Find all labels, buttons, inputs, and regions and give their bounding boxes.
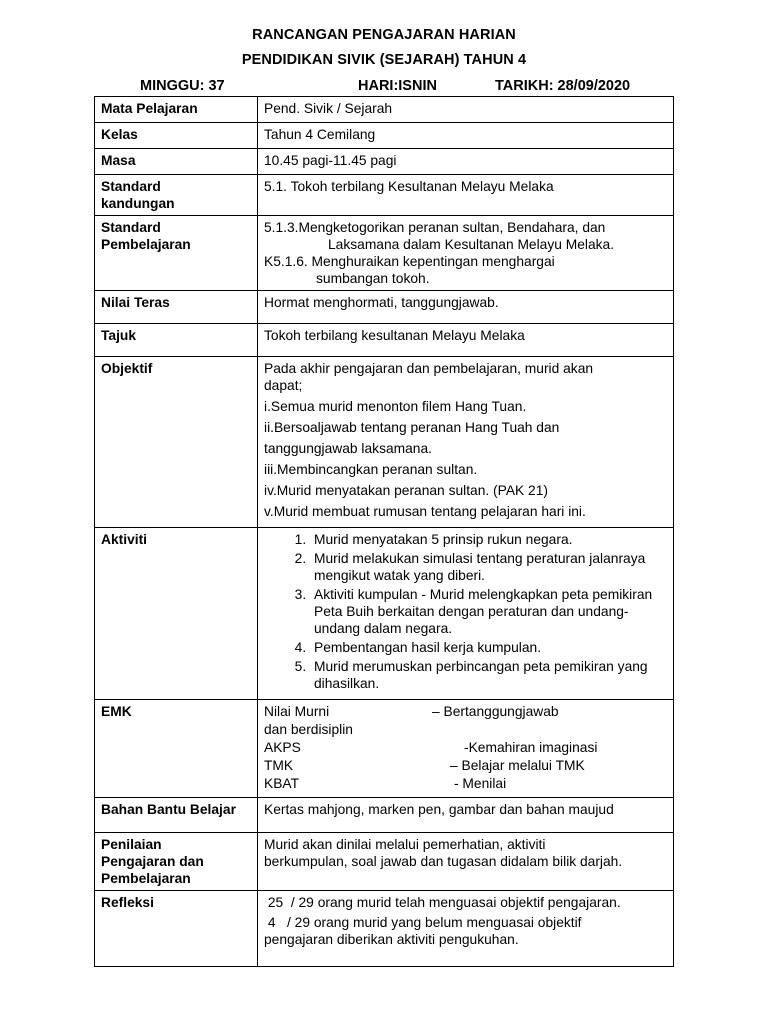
- label-line: Pembelajaran: [101, 237, 191, 252]
- objektif-line: Pada akhir pengajaran dan pembelajaran, murid akan: [264, 361, 594, 376]
- label-line: kandungan: [101, 196, 175, 211]
- label-objektif: Objektif: [95, 357, 258, 528]
- label-tajuk: Tajuk: [95, 324, 258, 357]
- value-aktiviti: [258, 528, 674, 700]
- label-line: Pembelajaran: [101, 871, 191, 886]
- aktiviti-item: 5. Murid merumuskan perbincangan peta pemikiran yang dihasilkan.: [310, 658, 667, 692]
- row-aktiviti: [95, 528, 674, 700]
- value-refleksi: [258, 891, 674, 967]
- emk-key: Nilai Murni: [264, 704, 330, 719]
- row-emk: [95, 700, 674, 798]
- label-standard-pembelajaran: [95, 216, 258, 291]
- objektif-line: i.Semua murid menonton filem Hang Tuan.: [264, 399, 527, 414]
- row-objektif: [95, 357, 674, 528]
- label-line: Standard: [101, 220, 161, 235]
- label-line: Penilaian: [101, 837, 162, 852]
- sp-line: sumbangan tokoh.: [316, 271, 430, 286]
- aktiviti-item: 4. Pembentangan hasil kerja kumpulan.: [310, 639, 667, 656]
- value-penilaian: [258, 833, 674, 891]
- page-title: RANCANGAN PENGAJARAN HARIAN: [252, 27, 516, 43]
- objektif-line: v.Murid membuat rumusan tentang pelajaran hari ini.: [264, 504, 586, 519]
- aktiviti-item: 3. Aktiviti kumpulan - Murid melengkapkan peta pemikiran Peta Buih berkaitan dengan peraturan dan undang-undang dalam negara.: [310, 586, 667, 637]
- row-bahan: [95, 798, 674, 833]
- emk-key: AKPS: [264, 740, 301, 755]
- emk-row: [264, 703, 667, 721]
- label-penilaian: [95, 833, 258, 891]
- label-nilai-teras: Nilai Teras: [95, 291, 258, 324]
- label-bahan: Bahan Bantu Belajar: [95, 798, 258, 833]
- emk-value: – Bertanggungjawab: [432, 704, 559, 719]
- value-masa: 10.45 pagi-11.45 pagi: [258, 149, 674, 175]
- label-line: Pengajaran dan: [101, 854, 204, 869]
- label-refleksi: Refleksi: [95, 891, 258, 967]
- label-aktiviti: Aktiviti: [95, 528, 258, 700]
- penilaian-line: berkumpulan, soal jawab dan tugasan didalam bilik darjah.: [264, 854, 623, 869]
- emk-value: -Kemahiran imaginasi: [464, 740, 598, 755]
- sp-line: Laksamana dalam Kesultanan Melayu Melaka.: [328, 237, 615, 252]
- sp-line: 5.1.3.Mengketogorikan peranan sultan, Bendahara, dan: [264, 220, 606, 235]
- lesson-plan-table: [94, 96, 674, 967]
- refleksi-line: 4 / 29 orang murid yang belum menguasai objektif: [264, 915, 582, 930]
- label-emk: EMK: [95, 700, 258, 798]
- value-tajuk: Tokoh terbilang kesultanan Melayu Melaka: [258, 324, 674, 357]
- minggu-label: MINGGU: 37: [140, 78, 225, 94]
- emk-value-cont: dan berdisiplin: [264, 722, 353, 737]
- value-standard-kandungan: 5.1. Tokoh terbilang Kesultanan Melayu Melaka: [258, 175, 674, 216]
- row-nilai-teras: [95, 291, 674, 324]
- sp-line: K5.1.6. Menghuraikan kepentingan menghargai: [264, 254, 555, 269]
- objektif-line: tanggungjawab laksamana.: [264, 441, 432, 456]
- hari-label: HARI:ISNIN: [358, 78, 437, 94]
- row-masa: [95, 149, 674, 175]
- row-refleksi: [95, 891, 674, 967]
- objektif-line: iv.Murid menyatakan peranan sultan. (PAK 21): [264, 483, 549, 498]
- row-standard-kandungan: [95, 175, 674, 216]
- label-line: Standard: [101, 179, 161, 194]
- emk-key: KBAT: [264, 776, 300, 791]
- row-kelas: [95, 123, 674, 149]
- emk-value: – Belajar melalui TMK: [450, 758, 585, 773]
- label-masa: Masa: [95, 149, 258, 175]
- row-penilaian: [95, 833, 674, 891]
- tarikh-label: TARIKH: 28/09/2020: [495, 78, 631, 94]
- row-mata-pelajaran: [95, 97, 674, 123]
- value-standard-pembelajaran: [258, 216, 674, 291]
- label-kelas: Kelas: [95, 123, 258, 149]
- refleksi-line: pengajaran diberikan aktiviti pengukuhan.: [264, 932, 519, 947]
- refleksi-line: 25 / 29 orang murid telah menguasai objektif pengajaran.: [264, 895, 621, 910]
- emk-row: [264, 757, 667, 775]
- row-tajuk: [95, 324, 674, 357]
- row-standard-pembelajaran: [95, 216, 674, 291]
- objektif-line: dapat;: [264, 378, 303, 393]
- label-mata-pelajaran: Mata Pelajaran: [95, 97, 258, 123]
- label-standard-kandungan: [95, 175, 258, 216]
- emk-row: [264, 775, 667, 793]
- aktiviti-list: [264, 531, 667, 692]
- value-kelas: Tahun 4 Cemilang: [258, 123, 674, 149]
- objektif-line: iii.Membincangkan peranan sultan.: [264, 462, 478, 477]
- objektif-line: ii.Bersoaljawab tentang peranan Hang Tuah dan: [264, 420, 560, 435]
- emk-value: - Menilai: [454, 776, 507, 791]
- value-emk: [258, 700, 674, 798]
- value-bahan: Kertas mahjong, marken pen, gambar dan bahan maujud: [258, 798, 674, 833]
- aktiviti-item: 2. Murid melakukan simulasi tentang peraturan jalanraya mengikut watak yang diberi.: [310, 550, 667, 584]
- value-mata-pelajaran: Pend. Sivik / Sejarah: [258, 97, 674, 123]
- aktiviti-item: 1. Murid menyatakan 5 prinsip rukun negara.: [310, 531, 667, 548]
- value-nilai-teras: Hormat menghormati, tanggungjawab.: [258, 291, 674, 324]
- emk-row: [264, 721, 667, 739]
- value-objektif: [258, 357, 674, 528]
- emk-key: TMK: [264, 758, 294, 773]
- page-subtitle: PENDIDIKAN SIVIK (SEJARAH) TAHUN 4: [241, 52, 527, 68]
- penilaian-line: Murid akan dinilai melalui pemerhatian, aktiviti: [264, 837, 546, 852]
- emk-row: [264, 739, 667, 757]
